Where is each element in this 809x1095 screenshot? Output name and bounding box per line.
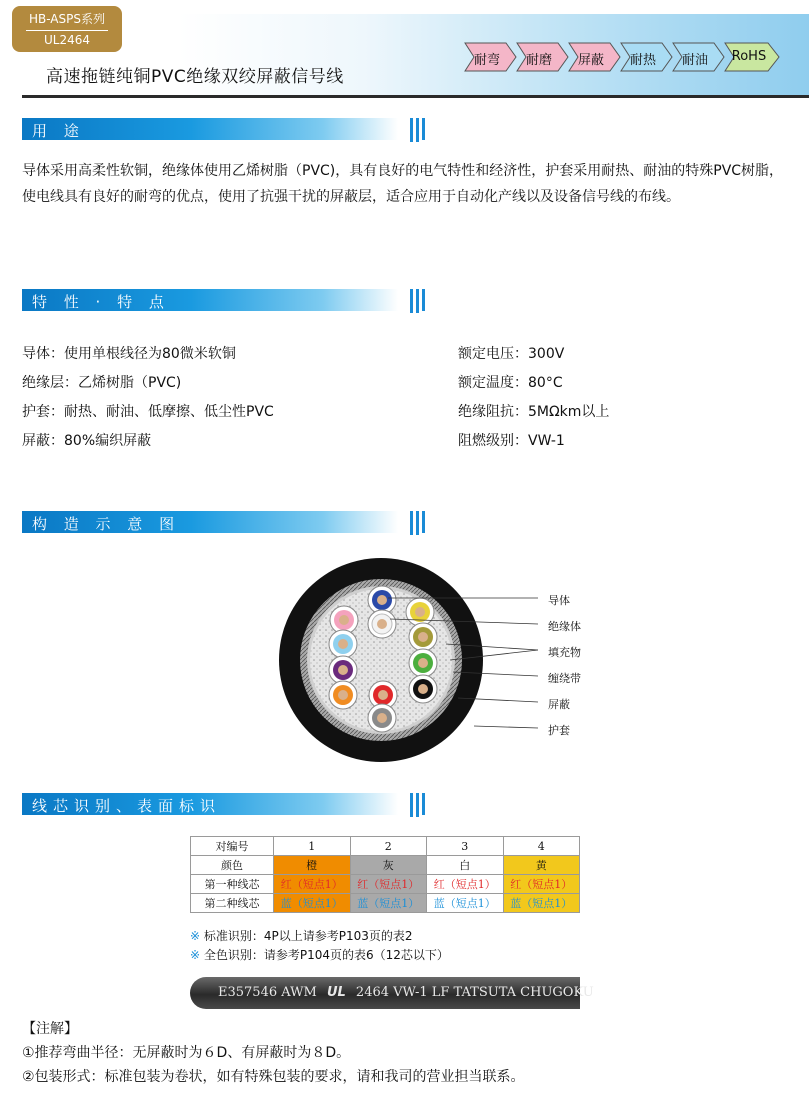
label-insulator: 绝缘体 <box>548 620 581 633</box>
badge-heat <box>618 40 674 74</box>
series-name: HB-ASPS系列 <box>28 12 105 26</box>
table-header-cell: 对编号 <box>191 837 274 856</box>
table-header-cell: 3 <box>427 837 504 856</box>
feature-shield: 屏蔽：80%编织屏蔽 <box>22 433 152 449</box>
wire-black <box>409 675 437 703</box>
table-cell: 第二种线芯 <box>191 894 274 913</box>
wire-purple <box>329 656 357 684</box>
page-title: 高速拖链纯铜PVC绝缘双绞屏蔽信号线 <box>46 67 344 87</box>
usage-text: 导体采用高柔性软铜，绝缘体使用乙烯树脂（PVC)，具有良好的电气特性和经济性，护套采用耐热、耐油的特殊PVC树脂，使电线具有良好的耐弯的优点，使用了抗强干扰的屏蔽层，适合应用于自动化产线以及设备信号线的布线。 <box>22 163 784 205</box>
table-cell: 蓝（短点1） <box>503 894 580 913</box>
feature-resistance: 绝缘阻抗：5MΩkm以上 <box>458 404 610 420</box>
section-bars-icon <box>410 118 424 142</box>
section-bars-icon <box>410 511 424 535</box>
wire-white <box>368 610 396 638</box>
core-identification-table <box>190 836 580 913</box>
cable-surface-print <box>190 977 594 1009</box>
table-cell: 蓝（短点1） <box>274 894 351 913</box>
table-row <box>191 875 580 894</box>
note-mark: ※ <box>190 929 201 943</box>
section-header-usage <box>22 118 398 140</box>
table-cell: 颜色 <box>191 856 274 875</box>
ul-logo-icon: UL <box>326 985 346 1000</box>
surface-print-text <box>218 985 594 1000</box>
feature-temperature: 额定温度：80°C <box>458 375 563 391</box>
note-text: 标准识别：4P以上请参考P103页的表2 <box>203 929 413 943</box>
label-filler: 填充物 <box>548 646 581 659</box>
table-cell: 红（短点1） <box>274 875 351 894</box>
table-cell: 红（短点1） <box>427 875 504 894</box>
table-cell-color-gray: 灰 <box>350 856 427 875</box>
feature-jacket: 护套：耐热、耐油、低摩擦、低尘性PVC <box>22 404 274 420</box>
label-jacket: 护套 <box>548 724 570 737</box>
badge-oil <box>670 40 726 74</box>
badge-shield <box>566 40 622 74</box>
section-header-features <box>22 289 398 311</box>
label-conductor: 导体 <box>548 594 570 607</box>
wire-lightblue <box>329 630 357 658</box>
note-mark: ※ <box>190 948 201 962</box>
feature-flame-rating: 阻燃级别：VW-1 <box>458 433 565 449</box>
feature-voltage: 额定电压：300V <box>458 346 565 362</box>
series-tag <box>12 6 122 52</box>
remarks-title: 【注解】 <box>22 1021 78 1037</box>
feature-conductor: 导体：使用单根线径为80微米软铜 <box>22 346 236 362</box>
label-wrapping-tape: 缠绕带 <box>548 672 581 685</box>
table-cell: 红（短点1） <box>503 875 580 894</box>
table-cell-color-white: 白 <box>427 856 504 875</box>
section-title: 线芯识别、表面标识 <box>32 797 222 815</box>
badge-label: 耐油 <box>681 53 708 68</box>
series-standard: UL2464 <box>26 30 108 47</box>
table-cell: 第一种线芯 <box>191 875 274 894</box>
wire-green <box>409 649 437 677</box>
section-bars-icon <box>410 289 424 313</box>
wire-gray <box>368 704 396 732</box>
surface-print-after: 2464 VW-1 LF TATSUTA CHUGOKU <box>355 985 594 1000</box>
badge-label: 屏蔽 <box>577 53 604 68</box>
section-header-structure <box>22 511 398 533</box>
header-divider <box>22 95 809 98</box>
table-header-cell: 4 <box>503 837 580 856</box>
section-title: 特 性 · 特 点 <box>32 293 170 311</box>
wire-orange <box>329 681 357 709</box>
section-header-identification <box>22 793 398 815</box>
badge-rohs <box>722 40 782 74</box>
table-header-row <box>191 837 580 856</box>
badge-label: 耐弯 <box>473 53 500 68</box>
remark-bend-radius: ①推荐弯曲半径：无屏蔽时为６D、有屏蔽时为８D。 <box>22 1045 351 1061</box>
badge-label: 耐磨 <box>525 53 552 68</box>
section-title: 构 造 示 意 图 <box>32 515 181 533</box>
note-text: 全色识别：请参考P104页的表6（12芯以下） <box>203 948 449 962</box>
badge-bend <box>462 40 518 74</box>
table-cell: 蓝（短点1） <box>427 894 504 913</box>
section-bars-icon <box>410 793 424 817</box>
label-shield: 屏蔽 <box>548 698 570 711</box>
wire-olive <box>409 623 437 651</box>
badge-label: 耐热 <box>629 53 656 68</box>
table-cell: 红（短点1） <box>350 875 427 894</box>
table-cell: 蓝（短点1） <box>350 894 427 913</box>
feature-insulation: 绝缘层：乙烯树脂（PVC) <box>22 375 182 391</box>
table-row <box>191 856 580 875</box>
section-title: 用 途 <box>32 122 85 140</box>
badge-wear <box>514 40 570 74</box>
wire-yellow <box>406 598 434 626</box>
table-header-cell: 1 <box>274 837 351 856</box>
note-standard-identification <box>190 927 413 944</box>
table-header-cell: 2 <box>350 837 427 856</box>
remark-packaging: ②包装形式：标准包装为卷状，如有特殊包装的要求，请和我司的营业担当联系。 <box>22 1069 525 1085</box>
note-full-color-identification <box>190 946 449 963</box>
badge-label: RoHS <box>731 49 767 64</box>
table-cell-color-yellow: 黄 <box>503 856 580 875</box>
table-cell-color-orange: 橙 <box>274 856 351 875</box>
table-row <box>191 894 580 913</box>
surface-print-before: E357546 AWM <box>218 985 317 1000</box>
